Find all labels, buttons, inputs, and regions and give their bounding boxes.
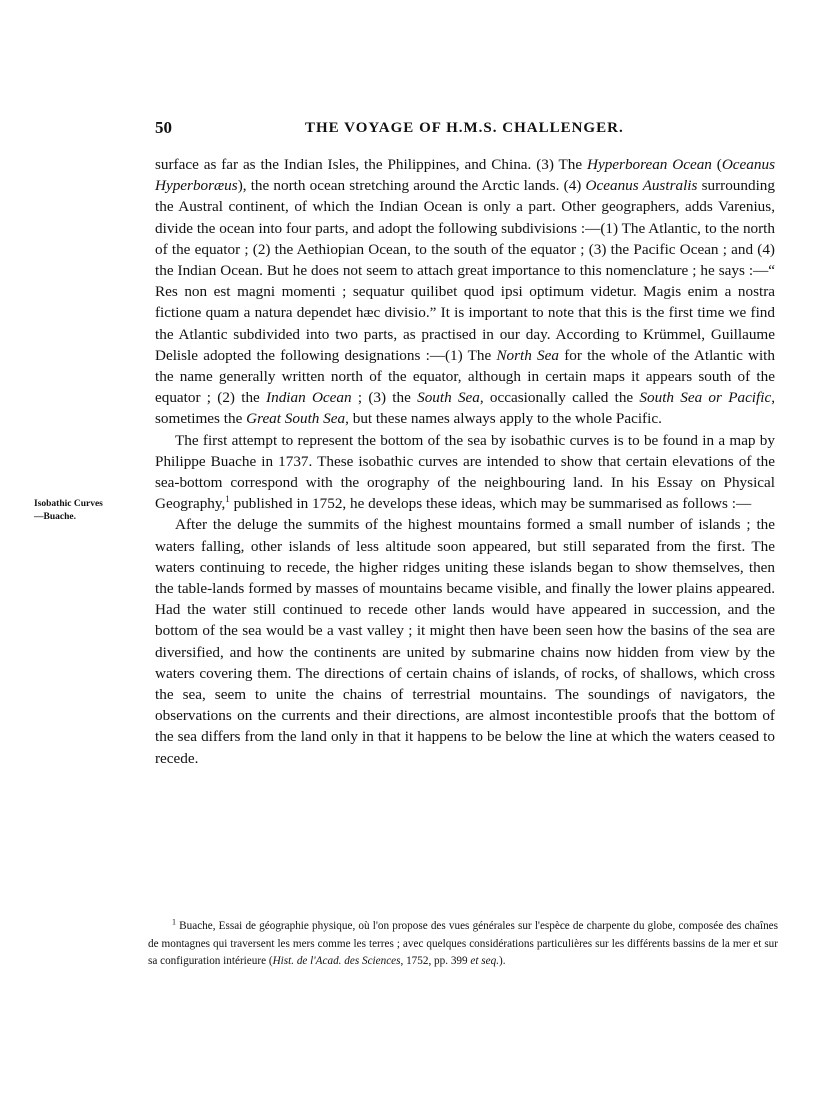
text-run: ( xyxy=(711,156,722,173)
text-run: Buache, Essai de géographie physique, où l'on propose des vues générales sur l'espèce de charpente du globe, composée des chaînes de montagnes qui traversent les mers comme les terres ; avec quelques considérations particulières sur les différents bassins de la mer et sur sa configuration intérieure ( xyxy=(148,920,778,967)
text-run: surface as far as the Indian Isles, the Philippines, and China. (3) The xyxy=(155,156,587,173)
text-run: ). xyxy=(499,955,506,967)
text-run: surrounding the Austral continent, of which the Indian Ocean is only a part. Other geographers, adds Varenius, divide the ocean into four parts, and adopt the following subdivisions :—(1) The Atlantic, to the north of the equator ; (2) the Aethiopian Ocean, to the south of the equator ; (3) the Pacific Ocean ; and (4) the Indian Ocean. But he does not seem to attach great importance to this nomenclature ; he says :—“ Res non est magni momenti ; sequatur quilibet quod ipsi optimum videtur. Magis enim a nostra fictione quam a natura dependet hæc divisio.” It is important to note that this is the first time we find the Atlantic subdivided into two parts, as practised in our day. According to Krümmel, Guillaume Delisle adopted the following designations :—(1) The xyxy=(155,177,775,364)
paragraph-deluge-summary: After the deluge the summits of the highest mountains formed a small number of islands ; the waters falling, other islands of less altitude soon appeared, but still separated from the first. The waters continuing to recede, the higher ridges uniting these islands began to show themselves, then the table-lands formed by masses of mountains became visible, and finally the lower plains appeared. Had the water still continued to recede other lands would have appeared in succession, and the bottom of the sea would be a vast valley ; it might then have been seen how the basins of the sea are diversified, and how the continents are united by submarine chains now hidden from view by the waters covering them. The directions of certain chains of islands, of rocks, of shallows, which cross the sea, seem to unite the chains of terrestrial mountains. The soundings of navigators, the observations on the currents and their directions, are almost incontestible proofs that the bottom of the sea differs from the land only in that it happens to be below the line at which the waters ceased to recede. xyxy=(155,516,775,767)
text-run: , 1752, pp. 399 xyxy=(400,955,471,967)
margin-note-line-2: —Buache. xyxy=(34,512,76,522)
text-run: for the whole of the Atlantic with the name generally written north of the equator, although in certain maps it appears south of the equator ; (2) the xyxy=(155,346,775,407)
footnote xyxy=(148,918,778,971)
italic-term: Hyperborean Ocean xyxy=(586,156,712,173)
italic-term: North Sea xyxy=(496,346,559,364)
page-header xyxy=(155,118,775,140)
italic-term: Oceanus Australis xyxy=(585,177,698,195)
italic-citation: Hist. de l'Acad. des Sciences xyxy=(272,955,401,967)
text-run: , occasionally called the xyxy=(479,389,640,407)
italic-term: Great South Sea xyxy=(246,410,346,428)
text-run: The first attempt to represent the bottom of the sea by isobathic curves is to be found in a map by Philippe Buache in 1737. These isobathic curves are intended to show that certain elevations of the sea-bottom correspond with the orography of the neighbouring land. In his Essay on Physical Geography, xyxy=(155,431,775,513)
footnote-reference[interactable]: 1 xyxy=(225,494,230,505)
text-run: , sometimes the xyxy=(155,389,776,428)
page-number: 50 xyxy=(155,118,172,137)
running-title: THE VOYAGE OF H.M.S. CHALLENGER. xyxy=(305,120,624,136)
margin-note-line-1: Isobathic Curves xyxy=(34,499,103,509)
italic-citation: et seq. xyxy=(470,955,499,967)
italic-term: Oceanus Hyperboræus xyxy=(155,156,775,195)
italic-term: South Sea or Pacific xyxy=(639,389,772,407)
text-run: published in 1752, he develops these ideas, which may be summarised as follows :— xyxy=(229,495,752,513)
italic-term: South Sea xyxy=(417,389,480,407)
text-run: , but these names always apply to the whole Pacific. xyxy=(345,410,662,428)
margin-note xyxy=(34,498,154,524)
body-text xyxy=(155,154,775,769)
italic-term: Indian Ocean xyxy=(266,389,352,407)
paragraph-isobathic-curves xyxy=(155,430,775,515)
text-run: ; (3) the xyxy=(351,389,418,407)
footnote-marker: 1 xyxy=(172,917,176,927)
text-run: ), the north ocean stretching around the Arctic lands. (4) xyxy=(237,177,586,195)
paragraph-oceans-nomenclature xyxy=(155,154,775,430)
